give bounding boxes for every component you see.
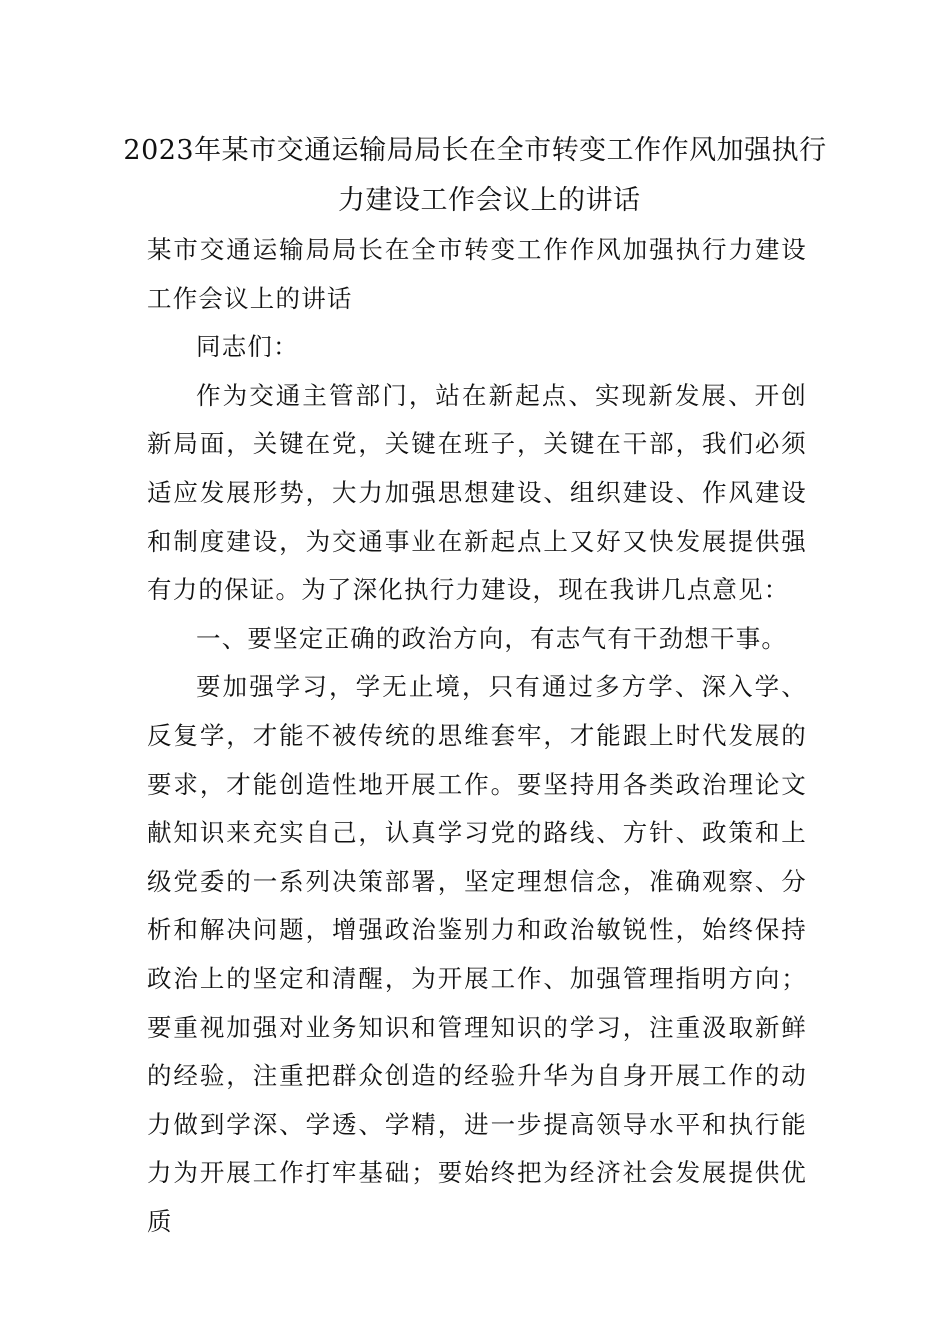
document-subtitle: 某市交通运输局局长在全市转变工作作风加强执行力建设工作会议上的讲话 — [147, 235, 807, 313]
paragraph: 要加强学习，学无止境，只有通过多方学、深入学、反复学，才能不被传统的思维套牢，才能跟上时代发展的要求，才能创造性地开展工作。要坚持用各类政治理论文献知识来充实自己，认真学习党的路线、方针、政策和上级党委的一系列决策部署，坚定理想信念，准确观察、分析和解决问题，增强政治鉴别力和政治敏锐性，始终保持政治上的坚定和清醒，为开展工作、加强管理指明方向；要重视加强对业务知识和管理知识的学习，注重汲取新鲜的经验，注重把群众创造的经验升华为自身开展工作的动力做到学深、学透、学精，进一步提高领导水平和执行能力为开展工作打牢基础；要始终把为经济社会发展提供优质 — [147, 672, 807, 1236]
document-title-line-1: 2023年某市交通运输局局长在全市转变工作作风加强执行 — [123, 135, 827, 166]
salutation: 同志们： — [196, 332, 299, 362]
document-title-line-2: 力建设工作会议上的讲话 — [338, 185, 641, 216]
paragraph: 作为交通主管部门，站在新起点、实现新发展、开创新局面，关键在党，关键在班子，关键在干部，我们必须适应发展形势，大力加强思想建设、组织建设、作风建设和制度建设，为交通事业在新起点上又好又快发展提供强有力的保证。为了深化执行力建设，现在我讲几点意见： — [147, 380, 807, 605]
section-heading: 一、要坚定正确的政治方向，有志气有干劲想干事。 — [196, 623, 788, 653]
document-body — [147, 226, 807, 1246]
